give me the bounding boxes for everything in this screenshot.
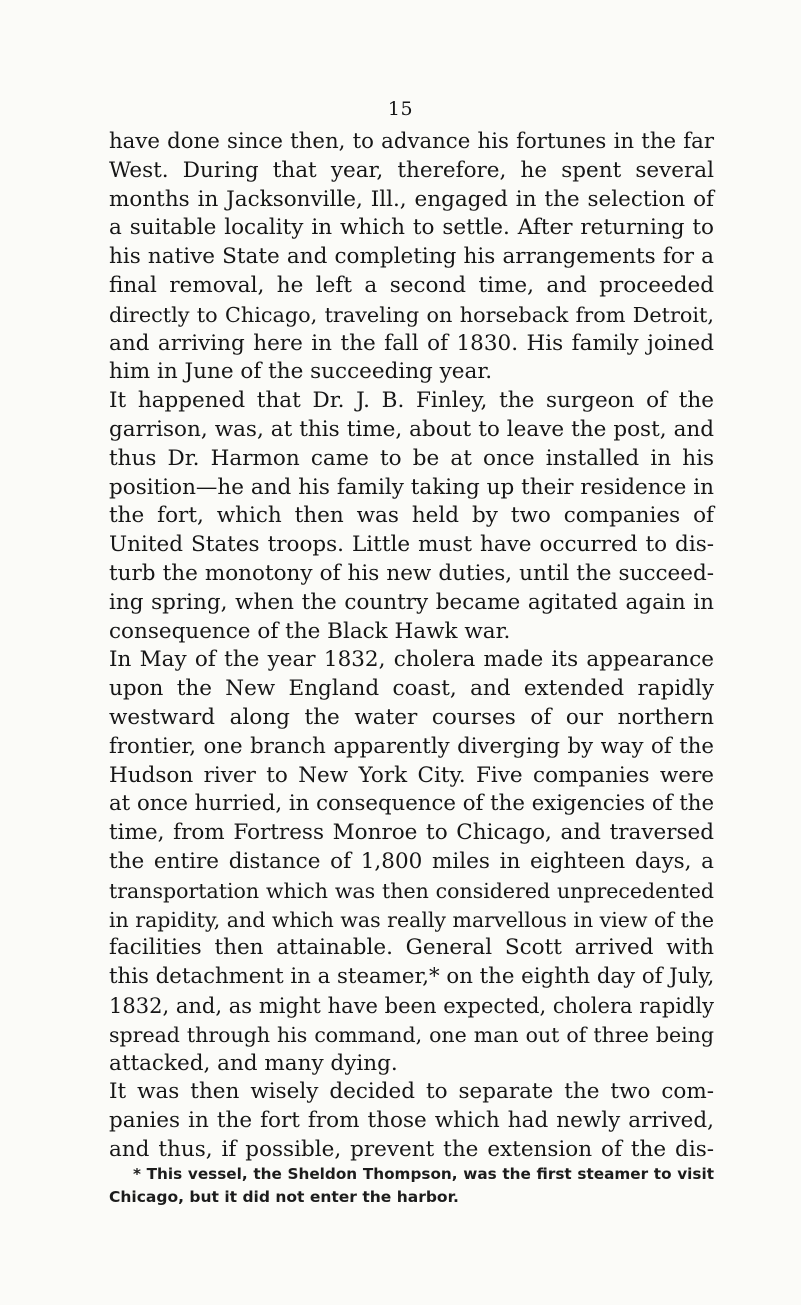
text-line: frontier, one branch apparently diverging by way of the	[109, 733, 714, 759]
text-line: this detachment in a steamer,* on the eighth day of July,	[109, 964, 715, 990]
text-line: him in June of the succeeding year.	[109, 359, 493, 385]
text-line: his native State and completing his arrangements for a	[109, 244, 714, 270]
text-line: in rapidity, and which was really marvellous in view of the	[109, 907, 715, 932]
text-line: 1832, and, as might have been expected, cholera rapidly	[109, 993, 714, 1018]
text-line: directly to Chicago, traveling on horseback from Detroit,	[109, 302, 714, 327]
text-line: and arriving here in the fall of 1830. His family joined	[109, 330, 714, 356]
text-line: months in Jacksonville, Ill., engaged in the selection of	[109, 186, 714, 212]
footnote-line: * This vessel, the Sheldon Thompson, was the first steamer to visit	[133, 1165, 714, 1183]
text-line: westward along the water courses of our northern	[109, 704, 714, 730]
text-line: It was then wisely decided to separate the two com-	[109, 1079, 714, 1105]
text-line: It happened that Dr. J. B. Finley, the surgeon of the	[109, 388, 714, 414]
text-line: Hudson river to New York City. Five companies were	[109, 762, 714, 788]
text-line: at once hurried, in consequence of the exigencies of the	[109, 791, 715, 817]
text-line: have done since then, to advance his fortunes in the far	[109, 129, 714, 154]
text-line: attacked, and many dying.	[109, 1050, 398, 1076]
text-line: panies in the fort from those which had newly arrived,	[109, 1108, 714, 1134]
text-line: United States troops. Little must have occurred to dis-	[109, 532, 714, 558]
text-line: and thus, if possible, prevent the extension of the dis-	[109, 1136, 714, 1162]
text-line: West. During that year, therefore, he spent several	[109, 157, 714, 183]
text-line: time, from Fortress Monroe to Chicago, and traversed	[109, 820, 714, 846]
body-text	[109, 128, 714, 1165]
text-line: turb the monotony of his new duties, until the succeed-	[109, 560, 714, 586]
text-line: ing spring, when the country became agitated again in	[109, 589, 714, 615]
text-line: the entire distance of 1,800 miles in eighteen days, a	[109, 848, 714, 874]
text-line: facilities then attainable. General Scott arrived with	[109, 935, 714, 961]
text-line: transportation which was then considered unprecedented	[109, 878, 714, 903]
text-line: In May of the year 1832, cholera made its appearance	[109, 647, 714, 673]
footnote	[109, 1163, 714, 1209]
text-line: position—he and his family taking up their residence in	[109, 474, 714, 500]
footnote-line: Chicago, but it did not enter the harbor.	[109, 1188, 459, 1206]
text-line: a suitable locality in which to settle. After returning to	[109, 215, 714, 241]
text-line: garrison, was, at this time, about to leave the post, and	[109, 416, 714, 442]
text-line: thus Dr. Harmon came to be at once installed in his	[109, 445, 714, 471]
text-line: upon the New England coast, and extended rapidly	[109, 676, 714, 702]
text-line: the fort, which then was held by two companies of	[109, 503, 714, 529]
text-line: spread through his command, one man out of three being	[109, 1022, 714, 1047]
page-number: 15	[387, 98, 414, 120]
text-line: final removal, he left a second time, and proceeded	[109, 272, 714, 298]
text-line: consequence of the Black Hawk war.	[109, 618, 511, 644]
